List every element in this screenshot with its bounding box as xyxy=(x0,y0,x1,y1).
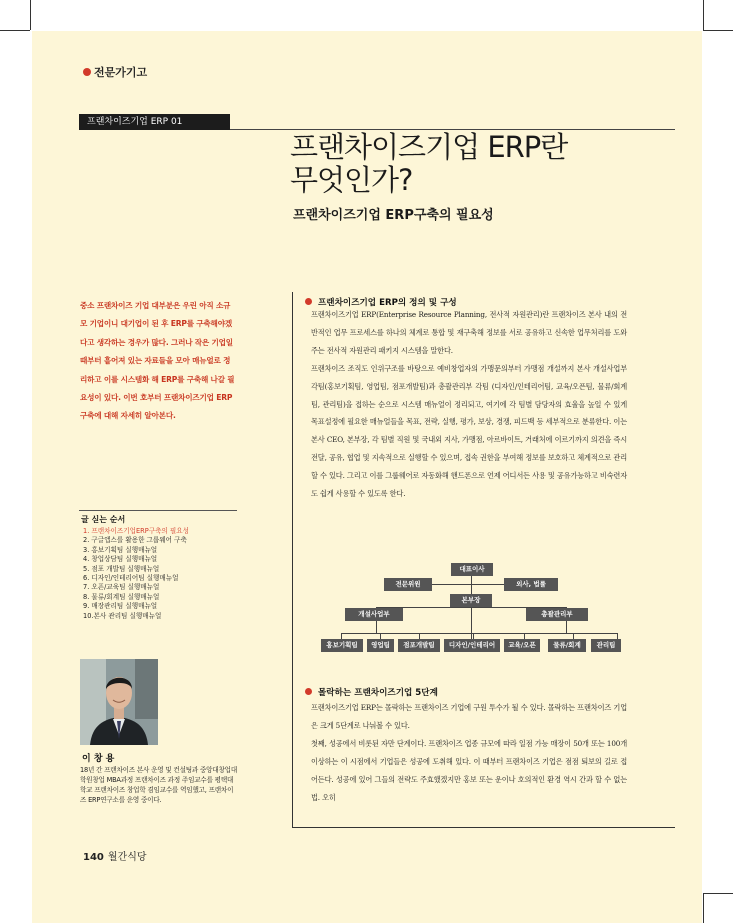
org-box-ceo: 대표이사 xyxy=(451,563,493,576)
lead-paragraph: 중소 프랜차이즈 기업 대부분은 우린 아직 소규모 기업이니 대기업이 된 후 ERP를 구축해야겠다고 생각하는 경우가 많다. 그러나 작은 기업일 때부터 흩어져 있는 자료들을 모아 매뉴얼로 정리하고 이를 시스템화 해 ERP를 구축해 나갈 필요성이 있다. 이번 호부터 프랜차이즈기업 ERP구축에 대해 자세히 알아본다. xyxy=(80,301,235,421)
paragraph: 첫째, 성공에서 비롯된 자만 단계이다. 프랜차이즈 업종 규모에 따라 일점 가능 매장이 50개 또는 100개 이상하는 이 시점에서 기업들은 성공에 도취해 있다. 이 때부터 프랜차이즈 기업은 점점 퇴보의 길로 접어든다. 성공에 있어 그들의 전략도 주효했겠지만 홍보 또는 운이나 호의적인 환경 역시 간과 할 수 없는 법. 오히 xyxy=(311,738,627,802)
author-photo xyxy=(80,659,158,745)
page-footer xyxy=(83,848,147,863)
section-heading: 프랜차이즈기업 ERP의 정의 및 구성 xyxy=(318,296,457,308)
toc-item: 9. 매장관리팀 실행매뉴얼 xyxy=(83,602,158,611)
org-box-partners: 외사, 법률 xyxy=(504,578,558,591)
section-body xyxy=(311,699,627,806)
bullet-icon xyxy=(305,688,312,695)
toc-item: 7. 오픈/교육팀 실행매뉴얼 xyxy=(83,583,160,592)
magazine-name: 월간식당 xyxy=(107,852,147,863)
table-of-contents xyxy=(79,510,237,621)
article-title: 프랜차이즈기업 ERP란 무엇인가? xyxy=(290,130,568,197)
series-tab: 프랜차이즈기업 ERP 01 xyxy=(79,114,230,130)
crop-mark-top-left xyxy=(0,0,30,30)
author-name: 이 창 용 xyxy=(82,754,115,764)
toc-item: 1. 프랜차이즈기업ERP구축의 필요성 xyxy=(83,527,190,535)
org-box-team: 홍보기획팀 xyxy=(321,639,363,652)
toc-item: 4. 창업상담팀 실행매뉴얼 xyxy=(83,555,158,564)
org-box-division: 개설사업부 xyxy=(345,608,403,621)
org-box-team: 관리팀 xyxy=(591,639,621,652)
org-box-team: 물류/회계 xyxy=(548,639,586,652)
article-subtitle: 프랜차이즈기업 ERP구축의 필요성 xyxy=(293,208,494,223)
section-body xyxy=(311,306,627,503)
author-bio: 18년 간 프랜차이즈 본사 운영 및 컨설팅과 중앙대창업대학원창업 MBA과정 프랜차이즈 과정 주임교수를 평택대학교 프랜차이즈 창업학 겸임교수를 역임했고, 프랜차이즈 ERP연구소를 운영 중이다. xyxy=(80,766,237,804)
org-box-division: 총괄관리부 xyxy=(526,608,588,621)
toc-item: 8. 물류/회계팀 실행매뉴얼 xyxy=(83,592,160,601)
column-rule xyxy=(292,827,675,828)
org-box-advisory: 전문위원 xyxy=(384,578,432,591)
bullet-icon xyxy=(83,68,91,76)
org-box-team: 디자인/인테리어 xyxy=(444,639,500,652)
section-heading: 몰락하는 프랜차이즈기업 5단계 xyxy=(318,686,438,698)
org-box-team: 교육/오픈 xyxy=(504,639,540,652)
crop-mark-top-right xyxy=(703,0,733,30)
toc-item: 6. 디자인/인테리어팀 실행매뉴얼 xyxy=(83,574,179,583)
paragraph: 프랜차이즈기업 ERP(Enterprise Resource Planning, 전사적 자원관리)란 프랜차이즈 본사 내의 전반적인 업무 프로세스를 하나의 체계로 통합 및 재구축해 정보를 서로 공유하고 신속한 업무처리를 도와주는 전사적 자원관리 패키지 시스템을 말한다. xyxy=(311,310,627,355)
page-number: 140 xyxy=(83,852,104,863)
toc-item: 3. 홍보기획팀 실행매뉴얼 xyxy=(83,545,158,554)
toc-item: 5. 점포 개발팀 실행매뉴얼 xyxy=(83,564,160,573)
org-box-team: 점포개발팀 xyxy=(398,639,440,652)
org-box-hq: 본부장 xyxy=(450,594,492,607)
paragraph: 프랜차이즈 조직도 인위구조를 바탕으로 예비창업자의 가맹문의부터 가맹점 개설까지 본사 개설사업부 각팀(홍보기획팀, 영업팀, 점포개발팀)과 총괄관리부 각팀 (디자인/인테리어팀, 교육/오픈팀, 물류/회계팀, 관리팀)을 접하는 순으로 시스템 매뉴얼이 정리되고, 여기에 각 팀별 담당자의 효율을 높일 수 있게 목표설정에 필요한 매뉴얼들을 목표, 전략, 실행, 평가, 보상, 경쟁, 피드백 등 세부적으로 분류한다. 이는 본사 CEO, 본부장, 각 팀별 직원 및 국내외 지사, 가맹점, 아르바이트, 거래처에 이르기까지 의견을 즉시 전달, 공유, 협업 및 지속적으로 실행할 수 있으며, 접속 권한을 부여해 정보를 보호하고 체계적으로 관리할 수 있다. 그리고 이를 그룹웨어로 자동화해 핸드폰으로 언제 어디서든 사용 및 공유가능하고 비숙련자도 쉽게 사용할 수 있도록 한다. xyxy=(311,363,627,499)
org-box-team: 영업팀 xyxy=(367,639,394,652)
section-label: 전문가기고 xyxy=(83,64,147,80)
org-chart xyxy=(311,555,631,670)
author-portrait-illustration xyxy=(80,659,158,745)
toc-item: 2. 구글앱스를 활용한 그룹웨어 구축 xyxy=(83,536,187,545)
crop-mark-bottom-right xyxy=(703,893,733,923)
column-rule xyxy=(292,292,293,827)
bullet-icon xyxy=(305,298,312,305)
paragraph: 프랜차이즈기업 ERP는 몰락하는 프랜차이즈 기업에 구원 투수가 될 수 있다. 몰락하는 프랜차이즈 기업은 크게 5단계로 나눠볼 수 있다. xyxy=(311,703,627,730)
toc-item: 10.본사 관리팀 실행매뉴얼 xyxy=(83,611,162,620)
toc-title: 글 싣는 순서 xyxy=(81,515,126,524)
